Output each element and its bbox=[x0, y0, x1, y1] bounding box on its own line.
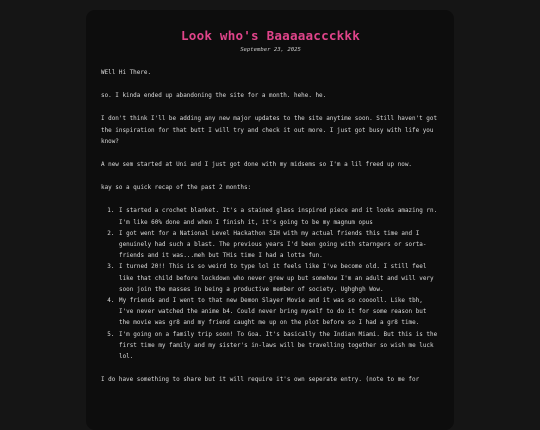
list-item: 2. I got went for a National Level Hackathon SIH with my actual friends this time and I genuinely had such a blast. The previous years I'd been going with starngers or sorta-friends and it was...meh but THis time I had a lotta fun. bbox=[118, 228, 440, 262]
list-item: 1. I started a crochet blanket. It's a stained glass inspired piece and it looks amazing rn. I'm like 60% done and when I finish it, it's going to be my magnum opus bbox=[118, 205, 440, 227]
uni-paragraph: A new sem started at Uni and I just got done with my midsems so I'm a lil freed up now. bbox=[101, 161, 412, 169]
closing-paragraph: I do have something to share but it will require it's own seperate entry. (note to me for bbox=[101, 376, 420, 384]
list-item: 3. I turned 20!! This is so weird to type lol it feels like I've become old. I still feel like that child before lockdown who never grew up but somehow I'm an adult and will very soon join the masses in being a productive member of society. Ughghgh Wow. bbox=[118, 261, 440, 295]
post-body bbox=[101, 67, 440, 385]
blog-post-card bbox=[86, 10, 454, 430]
recap-list bbox=[101, 205, 440, 362]
intro-paragraph: so. I kinda ended up abandoning the site for a month. hehe. he. bbox=[101, 92, 327, 100]
greeting-paragraph: WEll Hi There. bbox=[101, 69, 152, 76]
post-date: September 23, 2025 bbox=[240, 47, 301, 53]
list-item: 4. My friends and I went to that new Demon Slayer Movie and it was so cooooll. Like tbh, I've never watched the anime b4. Could never bring myself to do it for some reason but the movie was gr8 and my friend caught me up on the plot before so I had a gr8 time. bbox=[118, 295, 440, 329]
list-item: 5. I'm going on a family trip soon! To Goa. It's basically the Indian Miami. But this is the first time my family and my sister's in-laws will be travelling together so wish me luck lol. bbox=[118, 329, 440, 363]
post-title: Look who's Baaaaaccckkk bbox=[181, 28, 360, 43]
recap-intro-paragraph: kay so a quick recap of the past 2 months: bbox=[101, 184, 252, 192]
updates-paragraph: I don't think I'll be adding any new major updates to the site anytime soon. Still haven't got the inspiration for that butt I will try and check it out more. I just got busy with life you know? bbox=[101, 115, 438, 145]
